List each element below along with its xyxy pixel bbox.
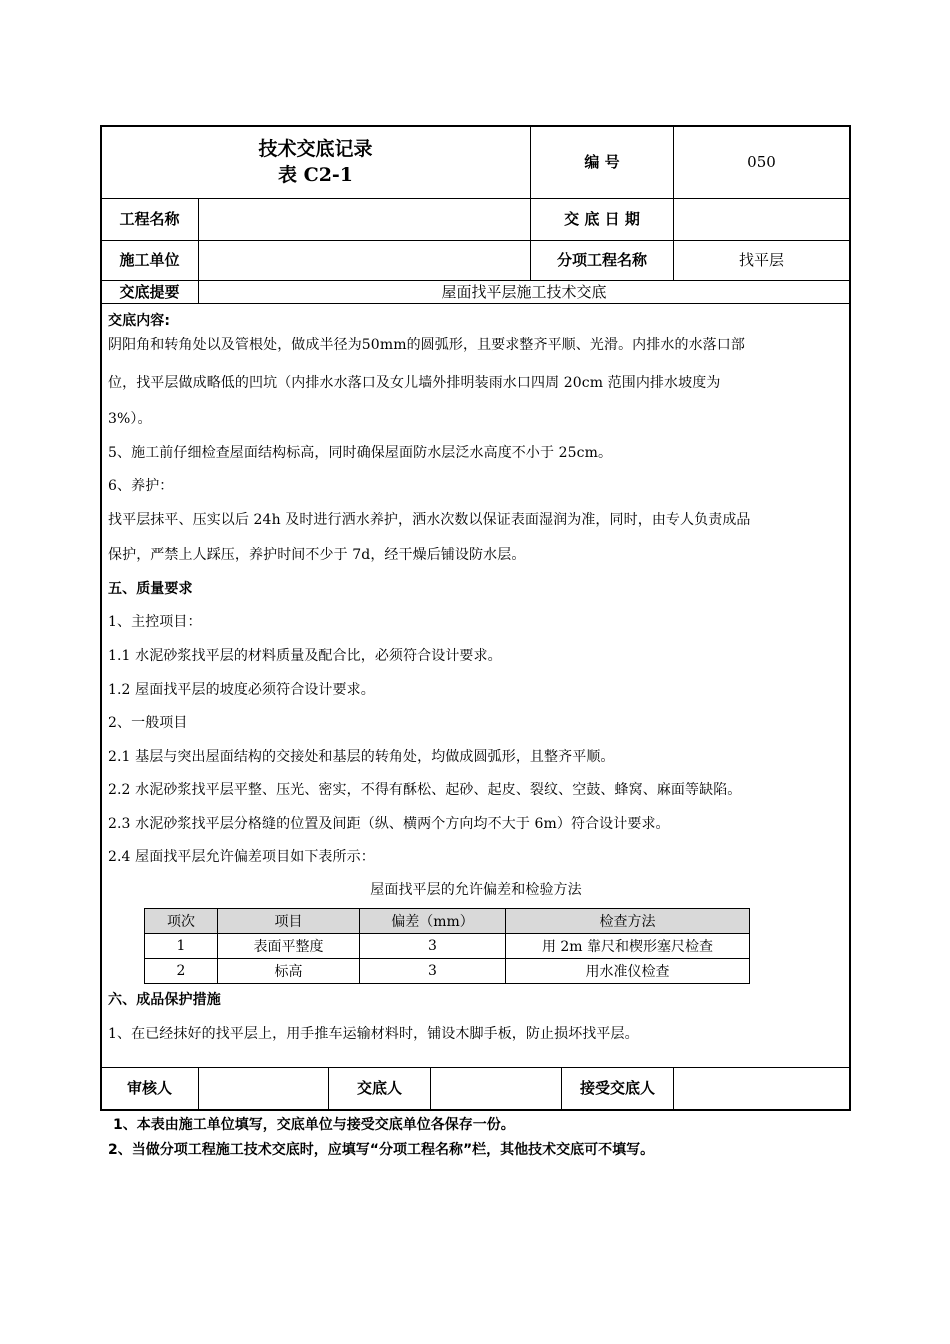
quality-line: 2.3 水泥砂浆找平层分格缝的位置及间距（纵、横两个方向均不大于 6m）符合设计要求。 — [108, 816, 670, 832]
date-field[interactable] — [674, 199, 849, 240]
content-line: 5、施工前仔细检查屋面结构标高，同时确保屋面防水层泛水高度不小于 25cm。 — [108, 445, 613, 461]
discloser-field[interactable] — [431, 1068, 561, 1109]
protection-heading: 六、成品保护措施 — [108, 992, 221, 1008]
form-title-line2: 表 C2-1 — [277, 163, 354, 186]
reviewer-field[interactable] — [199, 1068, 328, 1109]
row-divider — [101, 303, 850, 304]
table-cell: 2 — [145, 959, 218, 984]
reviewer-label: 审核人 — [126, 1079, 172, 1098]
discloser-label: 交底人 — [356, 1079, 402, 1098]
quality-line: 2.1 基层与突出屋面结构的交接处和基层的转角处，均做成圆弧形，且整齐平顺。 — [108, 749, 615, 765]
protection-line: 1、在已经抹好的找平层上，用手推车运输材料时，铺设木脚手板，防止损坏找平层。 — [108, 1026, 639, 1042]
receiver-field[interactable] — [674, 1068, 849, 1109]
deviation-table — [144, 908, 750, 984]
table-caption: 屋面找平层的允许偏差和检验方法 — [370, 882, 582, 898]
table-cell: 用 2m 靠尺和楔形塞尺检查 — [506, 934, 750, 959]
quality-line: 1.1 水泥砂浆找平层的材料质量及配合比，必须符合设计要求。 — [108, 648, 502, 664]
content-line: 找平层抹平、压实以后 24h 及时进行洒水养护，洒水次数以保证表面湿润为准，同时，由专人负责成品 — [108, 512, 751, 528]
content-line: 3%）。 — [108, 411, 152, 427]
summary-label: 交底提要 — [119, 282, 180, 301]
table-header-cell: 检查方法 — [506, 909, 750, 934]
content-line: 阴阳角和转角处以及管根处，做成半径为50mm的圆弧形，且要求整齐平顺、光滑。内排水的水落口部 — [108, 337, 745, 353]
note-line: 2、当做分项工程施工技术交底时，应填写“分项工程名称”栏，其他技术交底可不填写。 — [108, 1142, 655, 1158]
subproject-field[interactable]: 找平层 — [738, 251, 784, 270]
table-row — [145, 959, 750, 984]
table-cell: 标高 — [218, 959, 360, 984]
quality-line: 1.2 屋面找平层的坡度必须符合设计要求。 — [108, 682, 375, 698]
form-title-line1: 技术交底记录 — [258, 137, 373, 160]
table-header-cell: 项次 — [145, 909, 218, 934]
unit-label: 施工单位 — [119, 251, 180, 270]
table-cell: 表面平整度 — [218, 934, 360, 959]
summary-field[interactable]: 屋面找平层施工技术交底 — [441, 282, 607, 301]
table-cell: 1 — [145, 934, 218, 959]
table-cell: 用水准仪检查 — [506, 959, 750, 984]
quality-line: 2.2 水泥砂浆找平层平整、压光、密实，不得有酥松、起砂、起皮、裂纹、空鼓、蜂窝、麻面等缺陷。 — [108, 782, 742, 798]
content-line: 6、养护： — [108, 478, 174, 494]
subproject-label: 分项工程名称 — [556, 251, 647, 270]
form-title — [101, 127, 530, 198]
content-label: 交底内容: — [108, 313, 171, 329]
project-name-label: 工程名称 — [119, 210, 180, 229]
number-value[interactable]: 050 — [747, 153, 776, 172]
note-line: 1、本表由施工单位填写，交底单位与接受交底单位各保存一份。 — [113, 1117, 515, 1133]
content-line: 保护，严禁上人踩压，养护时间不少于 7d，经干燥后铺设防水层。 — [108, 547, 526, 563]
quality-line: 1、主控项目： — [108, 614, 202, 630]
number-label: 编 号 — [584, 153, 620, 172]
receiver-label: 接受交底人 — [579, 1079, 655, 1098]
table-header-row — [145, 909, 750, 934]
table-header-cell: 项目 — [218, 909, 360, 934]
project-name-field[interactable] — [199, 199, 530, 240]
unit-field[interactable] — [199, 241, 530, 280]
quality-line: 2、一般项目 — [108, 715, 188, 731]
table-header-cell: 偏差（mm） — [360, 909, 506, 934]
content-line: 位，找平层做成略低的凹坑（内排水水落口及女儿墙外排明装雨水口四周 20cm 范围内排水坡度为 — [108, 375, 721, 391]
quality-heading: 五、质量要求 — [108, 581, 193, 597]
table-cell: 3 — [360, 959, 506, 984]
table-row — [145, 934, 750, 959]
table-cell: 3 — [360, 934, 506, 959]
quality-line: 2.4 屋面找平层允许偏差项目如下表所示： — [108, 849, 375, 865]
date-label: 交 底 日 期 — [564, 210, 640, 229]
